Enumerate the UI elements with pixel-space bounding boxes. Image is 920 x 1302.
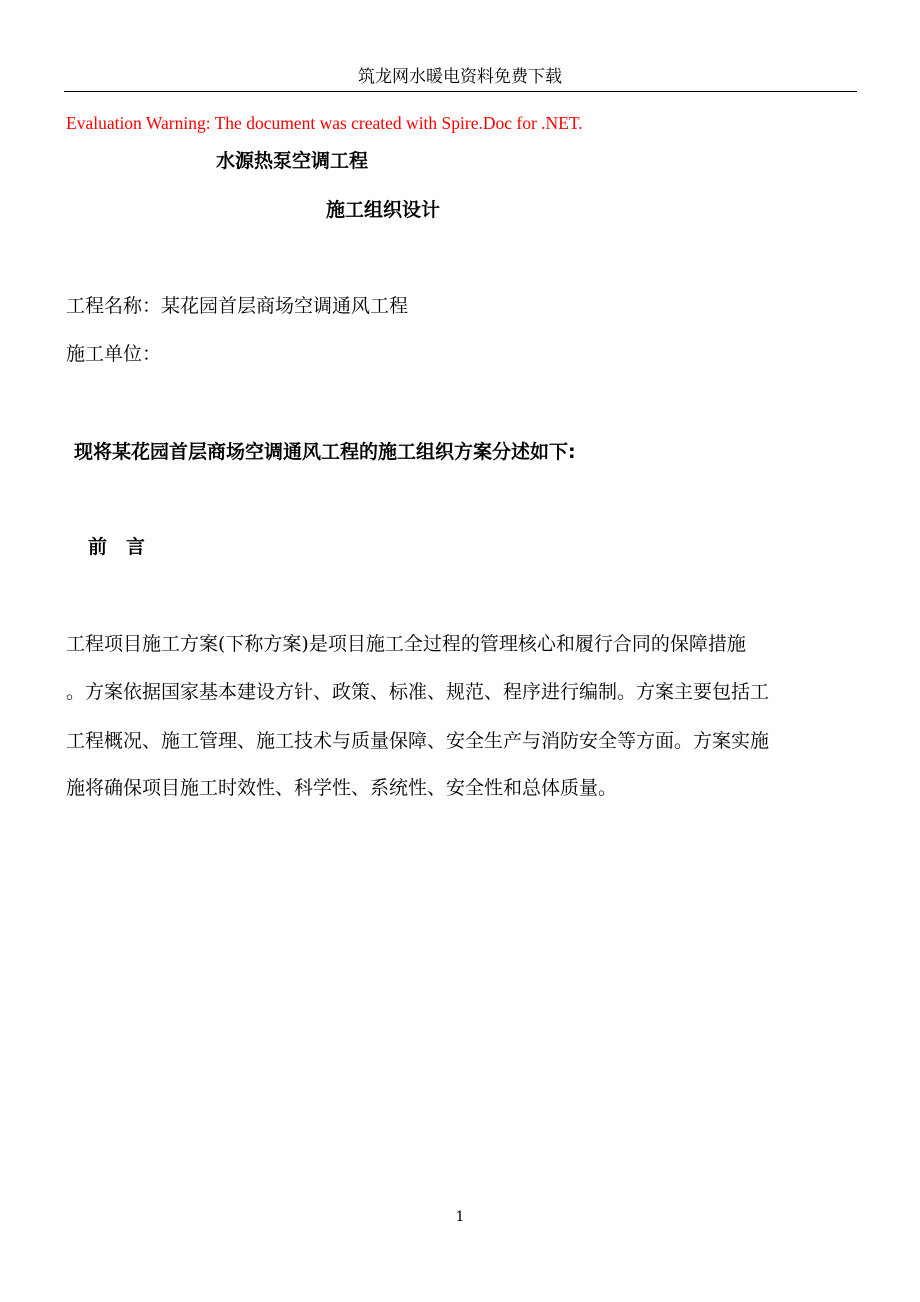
page-number: 1 xyxy=(455,1209,465,1225)
project-name-field: 工程名称：某花园首层商场空调通风工程 xyxy=(66,295,409,317)
construction-unit-field: 施工单位： xyxy=(66,343,162,365)
intro-statement: 现将某花园首层商场空调通风工程的施工组织方案分述如下: xyxy=(74,441,576,463)
preface-heading: 前 言 xyxy=(88,536,146,558)
evaluation-warning: Evaluation Warning: The document was created with Spire.Doc for .NET. xyxy=(66,113,583,133)
page-header: 筑龙网水暖电资料免费下载 xyxy=(358,67,562,87)
document-title-line2: 施工组织设计 xyxy=(326,199,441,221)
preface-line: 。方案依据国家基本建设方针、政策、标准、规范、程序进行编制。方案主要包括工 xyxy=(66,681,770,703)
preface-line: 工程概况、施工管理、施工技术与质量保障、安全生产与消防安全等方面。方案实施 xyxy=(66,730,770,752)
preface-line: 工程项目施工方案(下称方案)是项目施工全过程的管理核心和履行合同的保障措施 xyxy=(66,633,746,655)
document-title-line1: 水源热泵空调工程 xyxy=(216,150,369,172)
header-divider xyxy=(64,91,857,92)
preface-line: 施将确保项目施工时效性、科学性、系统性、安全性和总体质量。 xyxy=(66,777,618,799)
